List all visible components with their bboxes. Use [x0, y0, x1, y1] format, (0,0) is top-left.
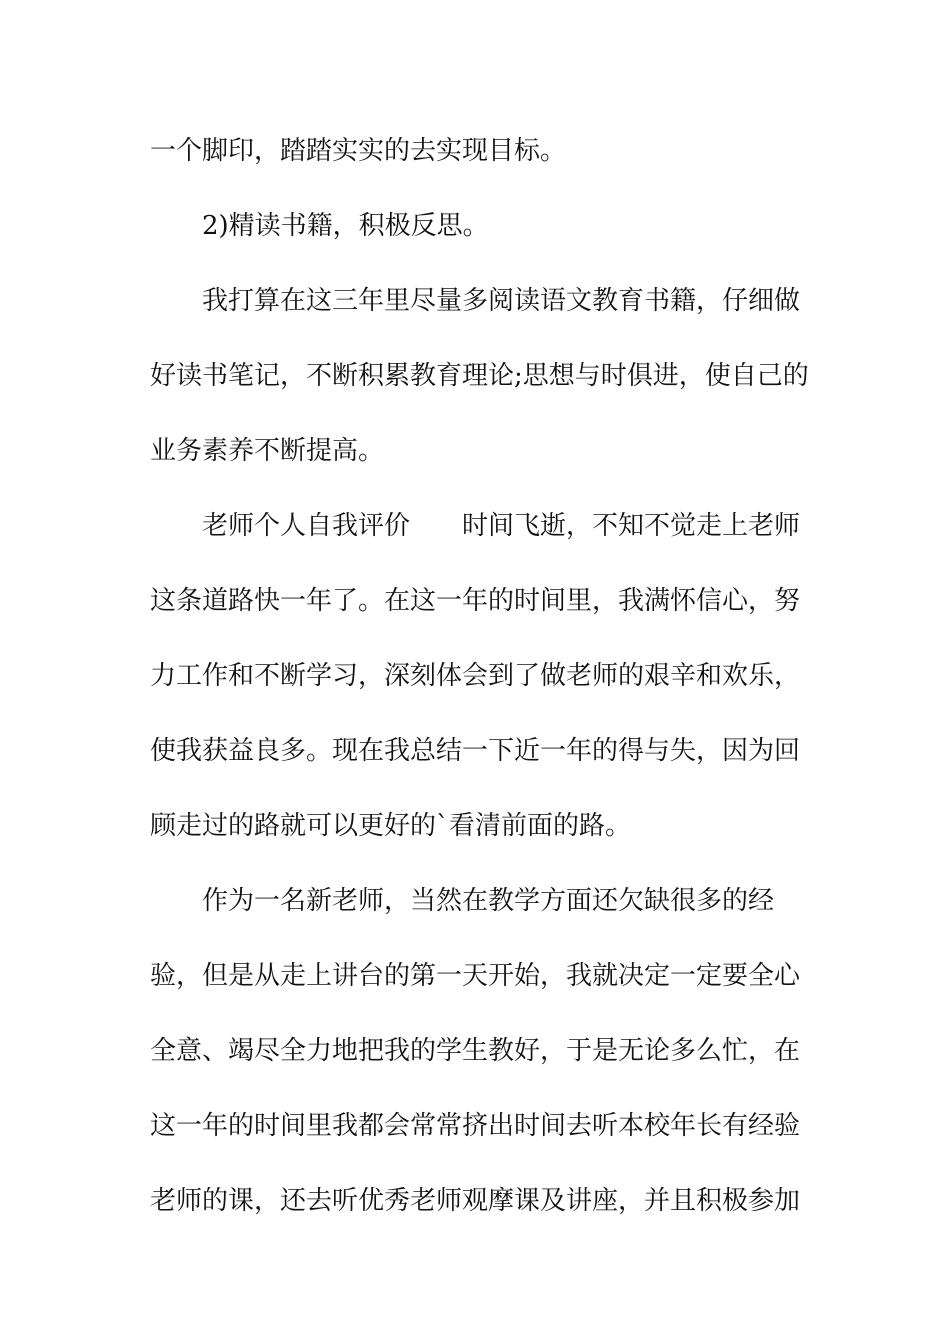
text-line: 2)精读书籍，积极反思。: [202, 211, 489, 241]
text-line: 业务素养不断提高。: [150, 436, 385, 466]
text-line: 我打算在这三年里尽量多阅读语文教育书籍，仔细做: [202, 286, 801, 316]
text-line: 作为一名新老师，当然在教学方面还欠缺很多的经: [202, 886, 775, 916]
text-line: 老师的课，还去听优秀老师观摩课及讲座，并且积极参加: [150, 1186, 801, 1216]
text-line: 全意、竭尽全力地把我的学生教好，于是无论多么忙，在: [150, 1036, 801, 1066]
text-line: 好读书笔记，不断积累教育理论;思想与时俱进，使自己的: [150, 361, 809, 391]
text-line: 这条道路快一年了。在这一年的时间里，我满怀信心，努: [150, 586, 801, 616]
text-line: 力工作和不断学习，深刻体会到了做老师的艰辛和欢乐，: [150, 661, 801, 691]
text-line: 顾走过的路就可以更好的`看清前面的路。: [150, 811, 632, 841]
text-line: 使我获益良多。现在我总结一下近一年的得与失，因为回: [150, 736, 801, 766]
text-line: 这一年的时间里我都会常常挤出时间去听本校年长有经验: [150, 1111, 801, 1141]
text-line: 一个脚印，踏踏实实的去实现目标。: [150, 136, 567, 166]
text-line: 验，但是从走上讲台的第一天开始，我就决定一定要全心: [150, 961, 801, 991]
text-line: 老师个人自我评价 时间飞逝，不知不觉走上老师: [202, 511, 801, 541]
